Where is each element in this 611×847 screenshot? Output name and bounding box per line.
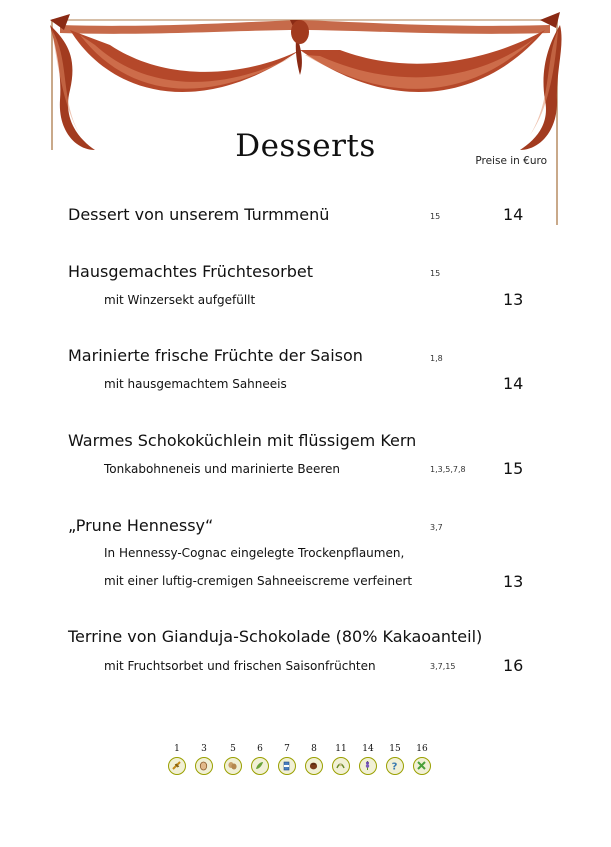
peanut-icon — [224, 757, 242, 775]
menu-item-allergens: 3,7,15 — [430, 662, 456, 671]
cross-icon — [413, 757, 431, 775]
menu-item-name: Hausgemachtes Früchtesorbet — [68, 262, 313, 281]
page-title: Desserts — [235, 128, 376, 164]
menu-item-name: Dessert von unserem Turmmenü — [68, 205, 330, 224]
menu-item-allergens: 15 — [430, 269, 441, 278]
legend-number: 15 — [389, 744, 401, 754]
legend-item — [193, 744, 215, 775]
legend-number: 3 — [201, 744, 207, 754]
legend-number: 14 — [362, 744, 374, 754]
menu-item-description: In Hennessy-Cognac eingelegte Trockenpflaumen, — [104, 546, 405, 560]
menu-item-price: 14 — [503, 374, 524, 393]
legend-number: 16 — [416, 744, 428, 754]
price-currency-note: Preise in €uro — [475, 155, 547, 167]
menu-item-description: mit Winzersekt aufgefüllt — [104, 293, 256, 307]
menu-item-price: 14 — [503, 205, 524, 224]
menu-item-price: 13 — [503, 290, 524, 309]
svg-text:?: ? — [391, 761, 398, 771]
menu-item-name: Warmes Schokoküchlein mit flüssigem Kern — [68, 431, 417, 450]
legend-number: 5 — [230, 744, 236, 754]
legend-number: 7 — [284, 744, 290, 754]
milk-icon — [278, 757, 296, 775]
lupin-icon — [359, 757, 377, 775]
egg-icon — [195, 757, 213, 775]
menu-item-price: 13 — [503, 572, 524, 591]
legend-item — [276, 744, 298, 775]
menu-item-name: Terrine von Gianduja-Schokolade (80% Kakaoanteil) — [68, 627, 483, 646]
legend-number: 1 — [174, 744, 180, 754]
legend-number: 11 — [335, 744, 347, 754]
menu-item-price: 15 — [503, 459, 524, 478]
menu-item-allergens: 15 — [430, 212, 441, 221]
legend-number: 8 — [311, 744, 317, 754]
legend-number: 6 — [257, 744, 263, 754]
legend-item — [384, 744, 406, 775]
legend-item — [249, 744, 271, 775]
legend-item — [222, 744, 244, 775]
menu-item-description: mit einer luftig-cremigen Sahneeiscreme verfeinert — [104, 574, 413, 588]
menu-item-allergens: 1,8 — [430, 354, 443, 363]
menu-item-allergens: 1,3,5,7,8 — [430, 465, 466, 474]
legend-item — [303, 744, 325, 775]
wheat-icon — [168, 757, 186, 775]
nut-icon — [305, 757, 323, 775]
menu-item-price: 16 — [503, 656, 524, 675]
menu-item-allergens: 3,7 — [430, 523, 443, 532]
menu-item-description: mit Fruchtsorbet und frischen Saisonfrüchten — [104, 659, 376, 673]
menu-item-description: mit hausgemachtem Sahneeis — [104, 377, 287, 391]
sesame-icon — [332, 757, 350, 775]
legend-item — [330, 744, 352, 775]
legend-item — [357, 744, 379, 775]
menu-item-description: Tonkabohneneis und marinierte Beeren — [104, 462, 341, 476]
legend-item — [411, 744, 433, 775]
menu-item-name: Marinierte frische Früchte der Saison — [68, 346, 363, 365]
soy-icon — [251, 757, 269, 775]
menu-item-name: „Prune Hennessy“ — [68, 516, 214, 535]
question-icon — [386, 757, 404, 775]
allergen-legend — [166, 744, 436, 778]
curtain-drape-decoration — [0, 0, 611, 240]
legend-item — [166, 744, 188, 775]
